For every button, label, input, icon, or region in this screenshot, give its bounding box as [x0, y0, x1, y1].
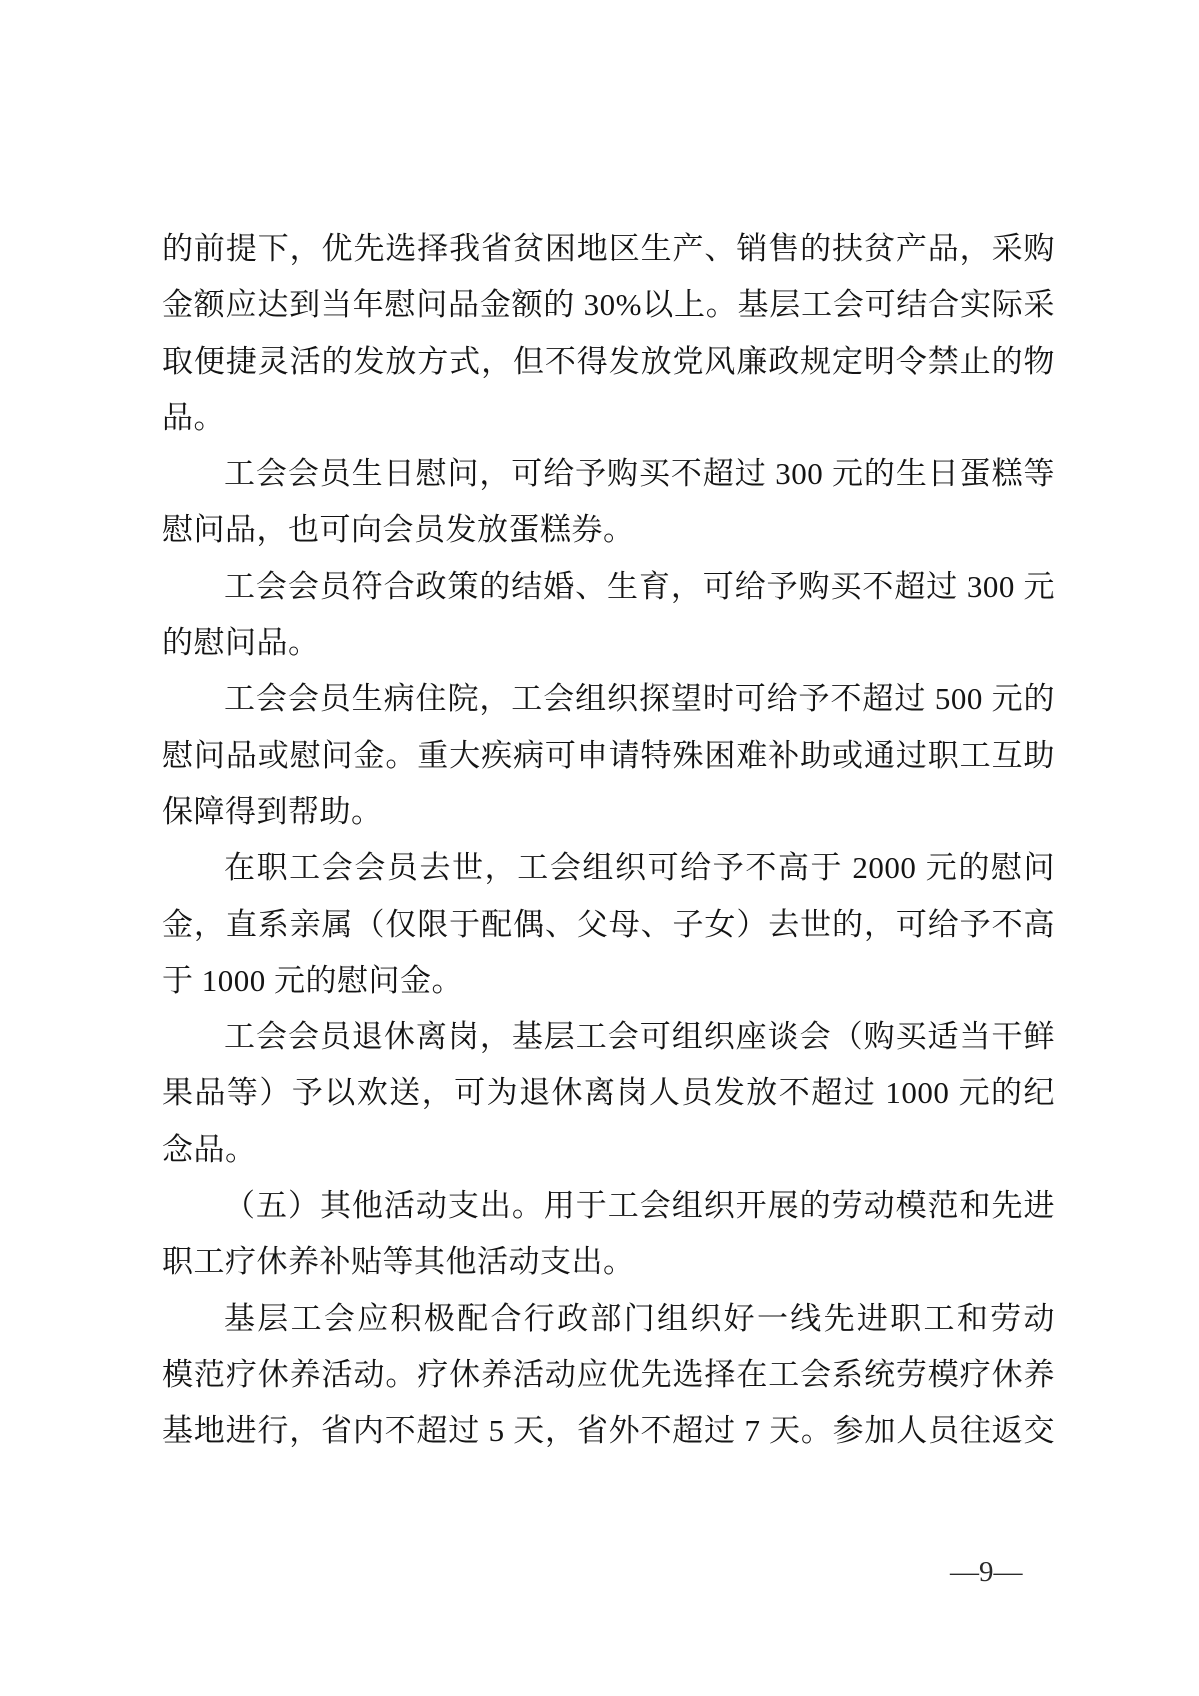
text-line: 念品。	[162, 1131, 257, 1167]
text-line: 工会会员生病住院，工会组织探望时可给予不超过 500 元的	[224, 681, 1055, 717]
text-line: 金额应达到当年慰问品金额的 30%以上。基层工会可结合实际采	[162, 287, 1055, 323]
document-body	[162, 221, 1055, 1460]
text-line: 金，直系亲属（仅限于配偶、父母、子女）去世的，可给予不高	[162, 906, 1055, 942]
text-line: （五）其他活动支出。用于工会组织开展的劳动模范和先进	[224, 1188, 1055, 1224]
text-line: 工会会员退休离岗，基层工会可组织座谈会（购买适当干鲜	[224, 1019, 1055, 1055]
text-line: 工会会员生日慰问，可给予购买不超过 300 元的生日蛋糕等	[224, 456, 1055, 492]
text-line: 的前提下，优先选择我省贫困地区生产、销售的扶贫产品，采购	[162, 231, 1055, 266]
text-line: 在职工会会员去世，工会组织可给予不高于 2000 元的慰问	[224, 850, 1055, 886]
page-number: —9—	[950, 1556, 1023, 1588]
text-line: 于 1000 元的慰问金。	[162, 962, 463, 998]
text-line: 慰问品或慰问金。重大疾病可申请特殊困难补助或通过职工互助	[162, 737, 1055, 773]
text-line: 取便捷灵活的发放方式，但不得发放党风廉政规定明令禁止的物	[162, 343, 1055, 379]
text-line: 模范疗休养活动。疗休养活动应优先选择在工会系统劳模疗休养	[162, 1356, 1055, 1392]
text-line: 工会会员符合政策的结婚、生育，可给予购买不超过 300 元	[224, 568, 1055, 604]
text-line: 慰问品，也可向会员发放蛋糕券。	[162, 512, 635, 548]
text-line: 基层工会应积极配合行政部门组织好一线先进职工和劳动	[224, 1300, 1055, 1336]
text-line: 职工疗休养补贴等其他活动支出。	[162, 1244, 635, 1280]
text-line: 品。	[162, 399, 225, 435]
text-line: 基地进行，省内不超过 5 天，省外不超过 7 天。参加人员往返交	[162, 1413, 1055, 1449]
text-line: 的慰问品。	[162, 625, 320, 661]
text-line: 保障得到帮助。	[162, 793, 383, 829]
text-line: 果品等）予以欢送，可为退休离岗人员发放不超过 1000 元的纪	[162, 1075, 1055, 1111]
